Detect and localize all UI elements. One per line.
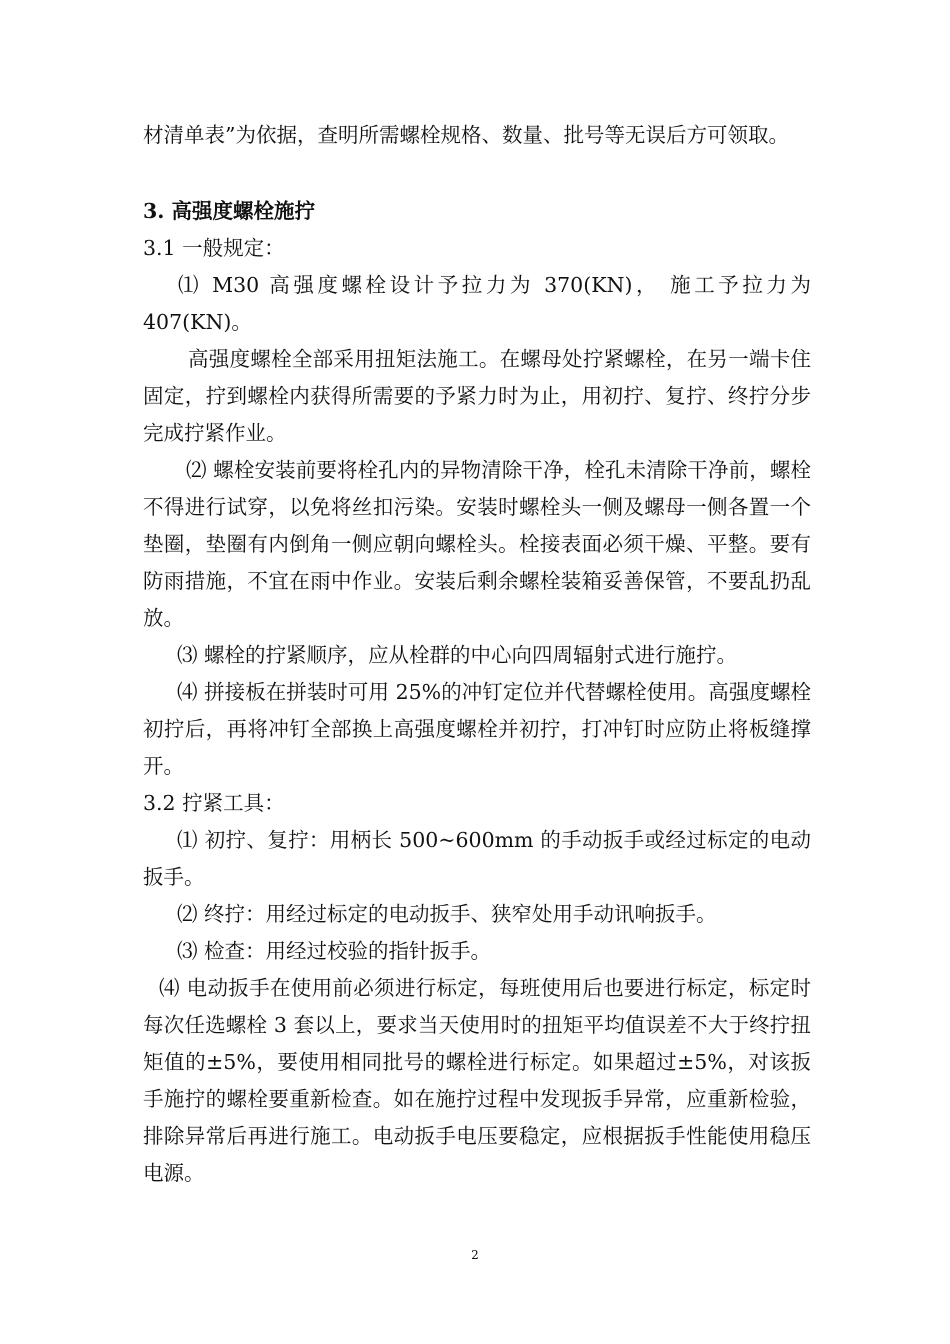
paragraph-installation: ⑵ 螺栓安装前要将栓孔内的异物清除干净，栓孔未清除干净前，螺栓不得进行试穿，以免将丝扣污染。安装时螺栓头一侧及螺母一侧各置一个垫圈，垫圈有内倒角一侧应朝向螺栓头。栓接表面必须干燥、平整。要有防雨措施，不宜在雨中作业。安装后剩余螺栓装箱妥善保管，不要乱扔乱放。: [143, 458, 811, 630]
subheading-3-1: 3.1 一般规定：: [143, 236, 285, 260]
paragraph-pretension-line1: ⑴ M30 高强度螺栓设计予拉力为 370(KN)， 施工予拉力为: [178, 273, 811, 297]
paragraph-materials-list: 材清单表”为依据，查明所需螺栓规格、数量、批号等无误后方可领取。: [143, 123, 789, 147]
subheading-3-2: 3.2 拧紧工具：: [143, 791, 285, 815]
paragraph-pretension-line2: 407(KN)。: [143, 310, 252, 334]
section-heading-3: 3. 高强度螺栓施拧: [143, 199, 316, 223]
paragraph-torque-method: 高强度螺栓全部采用扭矩法施工。在螺母处拧紧螺栓，在另一端卡住固定，拧到螺栓内获得所需要的予紧力时为止，用初拧、复拧、终拧分步完成拧紧作业。: [143, 347, 811, 445]
page-number: 2: [471, 1248, 479, 1262]
paragraph-drift-pins: ⑷ 拼接板在拼装时可用 25%的冲钉定位并代替螺栓使用。高强度螺栓初拧后，再将冲钉全部换上高强度螺栓并初拧，打冲钉时应防止将板缝撑开。: [143, 680, 811, 778]
paragraph-final-tightening: ⑵ 终拧：用经过标定的电动扳手、狭窄处用手动讯响扳手。: [177, 902, 717, 926]
paragraph-tightening-order: ⑶ 螺栓的拧紧顺序，应从栓群的中心向四周辐射式进行施拧。: [177, 643, 738, 667]
paragraph-inspection: ⑶ 检查：用经过校验的指针扳手。: [177, 939, 492, 963]
paragraph-initial-tightening: ⑴ 初拧、复拧：用柄长 500~600mm 的手动扳手或经过标定的电动扳手。: [143, 828, 811, 889]
paragraph-electric-wrench-calibration: ⑷ 电动扳手在使用前必须进行标定，每班使用后也要进行标定，标定时每次任选螺栓 3 套以上，要求当天使用时的扭矩平均值误差不大于终拧扭矩值的±5%，要使用相同批号的螺栓进行标定。如果超过±5%，对该扳手施拧的螺栓要重新检查。如在施拧过程中发现扳手异常，应重新检验，排除异常后再进行施工。电动扳手电压要稳定，应根据扳手性能使用稳压电源。: [143, 976, 811, 1185]
